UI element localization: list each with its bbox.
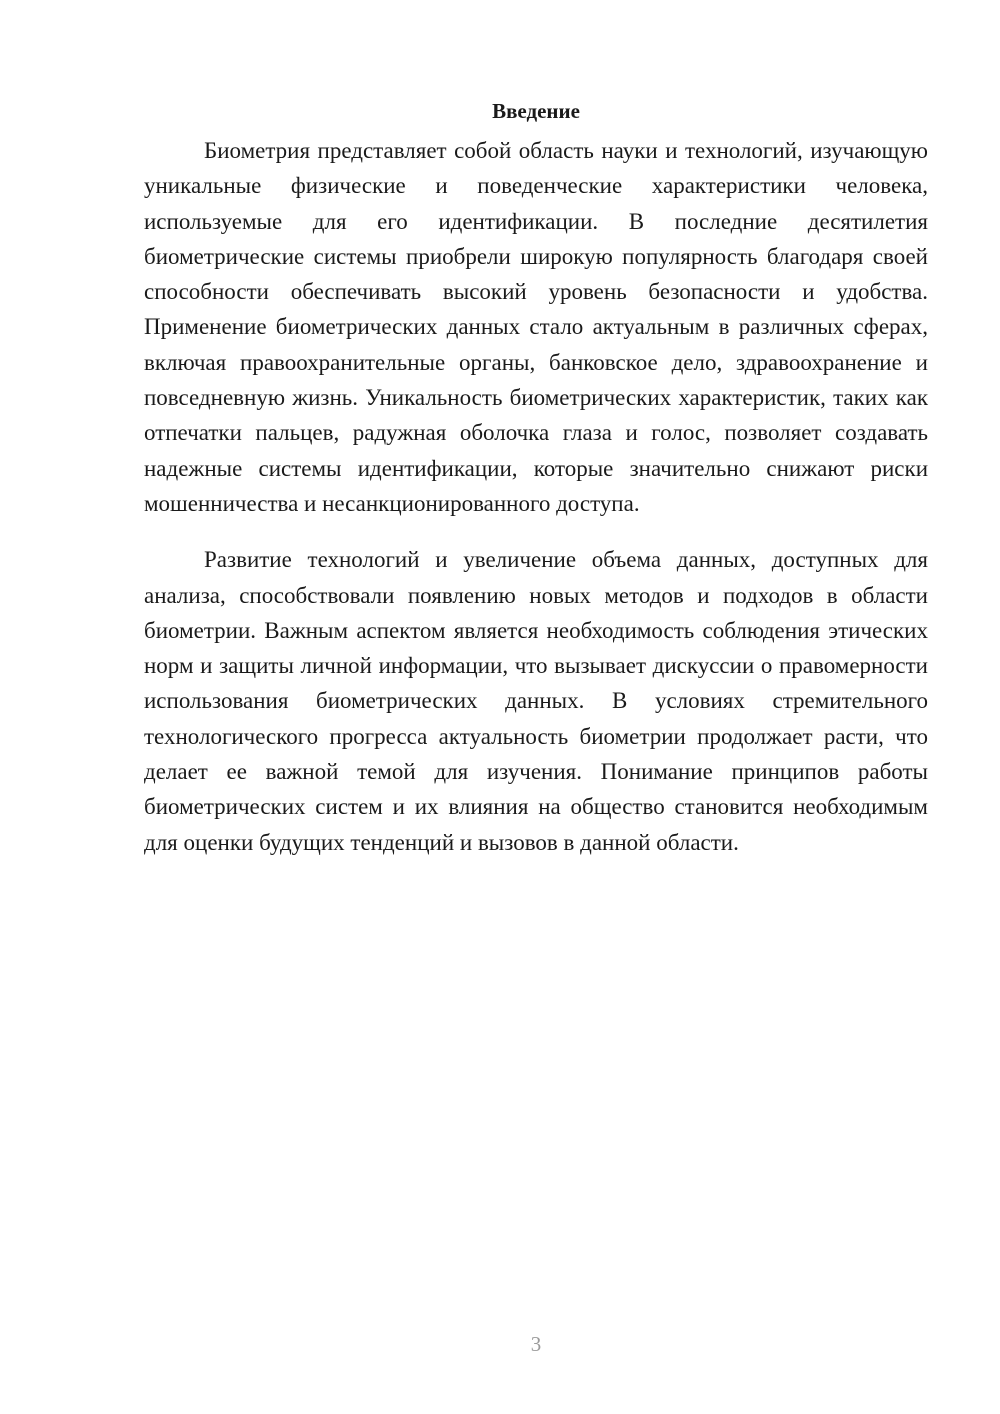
section-heading: Введение: [492, 99, 580, 123]
paragraph-2: Развитие технологий и увеличение объема данных, доступных для анализа, способствовали появлению новых методов и подходов в области биометрии. Важным аспектом является необходимость соблюдения этических норм и защиты личной информации, что вызывает дискуссии о правомерности использования биометрических данных. В условиях стремительного технологического прогресса актуальность биометрии продолжает расти, что делает ее важной темой для изучения. Понимание принципов работы биометрических систем и их влияния на общество становится необходимым для оценки будущих тенденций и вызовов в данной области.: [144, 547, 928, 855]
page-content: [144, 94, 928, 860]
page-number: 3: [530, 1332, 542, 1356]
paragraph-1: Биометрия представляет собой область науки и технологий, изучающую уникальные физические и поведенческие характеристики человека, используемые для его идентификации. В последние десятилетия биометрические системы приобрели широкую популярность благодаря своей способности обеспечивать высокий уровень безопасности и удобства. Применение биометрических данных стало актуальным в различных сферах, включая правоохранительные органы, банковское дело, здравоохранение и повседневную жизнь. Уникальность биометрических характеристик, таких как отпечатки пальцев, радужная оболочка глаза и голос, позволяет создавать надежные системы идентификации, которые значительно снижают риски мошенничества и несанкционированного доступа.: [144, 138, 928, 516]
